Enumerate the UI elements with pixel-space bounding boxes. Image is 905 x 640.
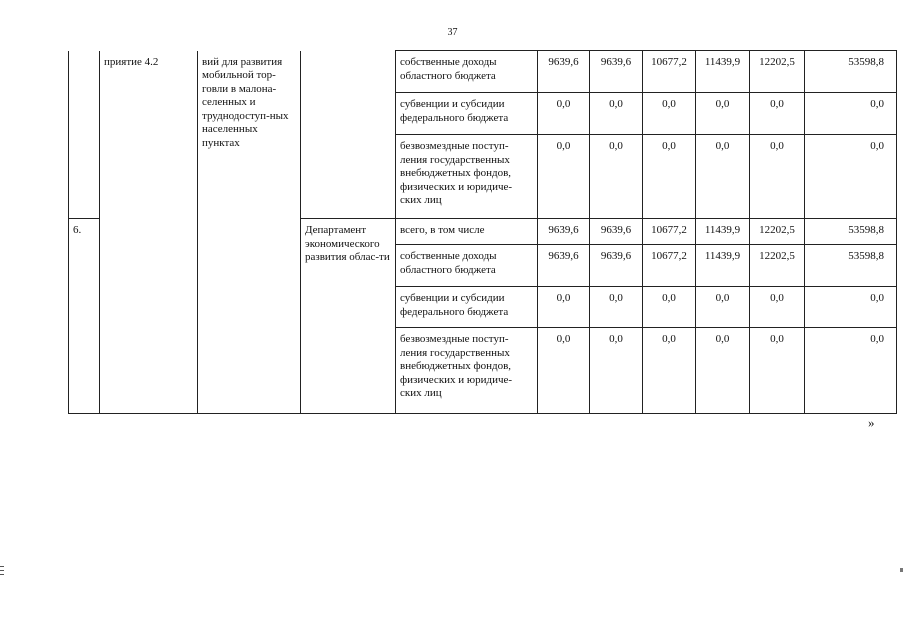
scan-margin-mark	[0, 566, 4, 582]
value-cell: 0,0	[643, 135, 696, 219]
funding-source: собственные доходы областного бюджета	[396, 245, 538, 287]
value-cell: 12202,5	[750, 51, 805, 93]
value-total-cell: 0,0	[805, 135, 897, 219]
value-cell: 0,0	[696, 93, 750, 135]
value-cell: 12202,5	[750, 245, 805, 287]
value-total-cell: 53598,8	[805, 219, 897, 245]
value-total-cell: 0,0	[805, 287, 897, 328]
value-cell: 0,0	[590, 93, 643, 135]
value-cell: 10677,2	[643, 51, 696, 93]
value-cell: 0,0	[538, 287, 590, 328]
event-label-cell	[100, 51, 198, 414]
value-cell: 0,0	[696, 135, 750, 219]
value-total-cell: 53598,8	[805, 245, 897, 287]
value-cell: 0,0	[590, 135, 643, 219]
funding-source: субвенции и субсидии федерального бюджета	[396, 287, 538, 328]
value-cell: 12202,5	[750, 219, 805, 245]
value-cell: 0,0	[590, 328, 643, 414]
event-description-cell	[198, 51, 301, 414]
value-cell: 0,0	[538, 135, 590, 219]
value-cell: 11439,9	[696, 219, 750, 245]
value-cell: 9639,6	[590, 219, 643, 245]
funding-source: всего, в том числе	[396, 219, 538, 245]
scan-margin-mark	[900, 568, 903, 572]
value-cell: 10677,2	[643, 245, 696, 287]
value-cell: 0,0	[696, 287, 750, 328]
value-cell: 0,0	[643, 328, 696, 414]
value-cell: 11439,9	[696, 51, 750, 93]
row-number-cell-empty	[69, 51, 100, 219]
budget-table	[68, 50, 897, 414]
event-description: вий для развития мобильной тор-говли в малона-селенных и труднодоступ-ных населенных пунктах	[202, 55, 289, 149]
funding-source: субвенции и субсидии федерального бюджета	[396, 93, 538, 135]
executor-name: Департамент экономического развития облас-ти	[305, 224, 390, 263]
funding-source: безвозмездные поступ-ления государственных внебюджетных фондов, физических и юридиче-ских лиц	[396, 328, 538, 414]
value-cell: 0,0	[696, 328, 750, 414]
event-label: приятие 4.2	[104, 55, 159, 68]
table-row	[69, 51, 897, 93]
value-total-cell: 0,0	[805, 93, 897, 135]
executor-cell	[301, 219, 396, 414]
closing-quote: »	[868, 415, 875, 430]
value-cell: 0,0	[590, 287, 643, 328]
value-cell: 9639,6	[538, 51, 590, 93]
value-cell: 0,0	[750, 135, 805, 219]
funding-source: безвозмездные поступ-ления государственных внебюджетных фондов, физических и юридиче-ских лиц	[396, 135, 538, 219]
value-cell: 9639,6	[590, 245, 643, 287]
value-cell: 0,0	[538, 328, 590, 414]
row-number-cell	[69, 219, 100, 414]
row-number: 6.	[73, 224, 82, 236]
value-cell: 0,0	[538, 93, 590, 135]
value-cell: 9639,6	[538, 245, 590, 287]
value-total-cell: 0,0	[805, 328, 897, 414]
page-number: 37	[447, 27, 458, 38]
value-cell: 10677,2	[643, 219, 696, 245]
value-cell: 0,0	[750, 287, 805, 328]
value-cell: 11439,9	[696, 245, 750, 287]
executor-cell-empty	[301, 51, 396, 219]
funding-source: собственные доходы областного бюджета	[396, 51, 538, 93]
value-cell: 0,0	[750, 93, 805, 135]
value-cell: 0,0	[643, 93, 696, 135]
value-cell: 0,0	[750, 328, 805, 414]
value-cell: 9639,6	[538, 219, 590, 245]
value-cell: 9639,6	[590, 51, 643, 93]
value-total-cell: 53598,8	[805, 51, 897, 93]
value-cell: 0,0	[643, 287, 696, 328]
